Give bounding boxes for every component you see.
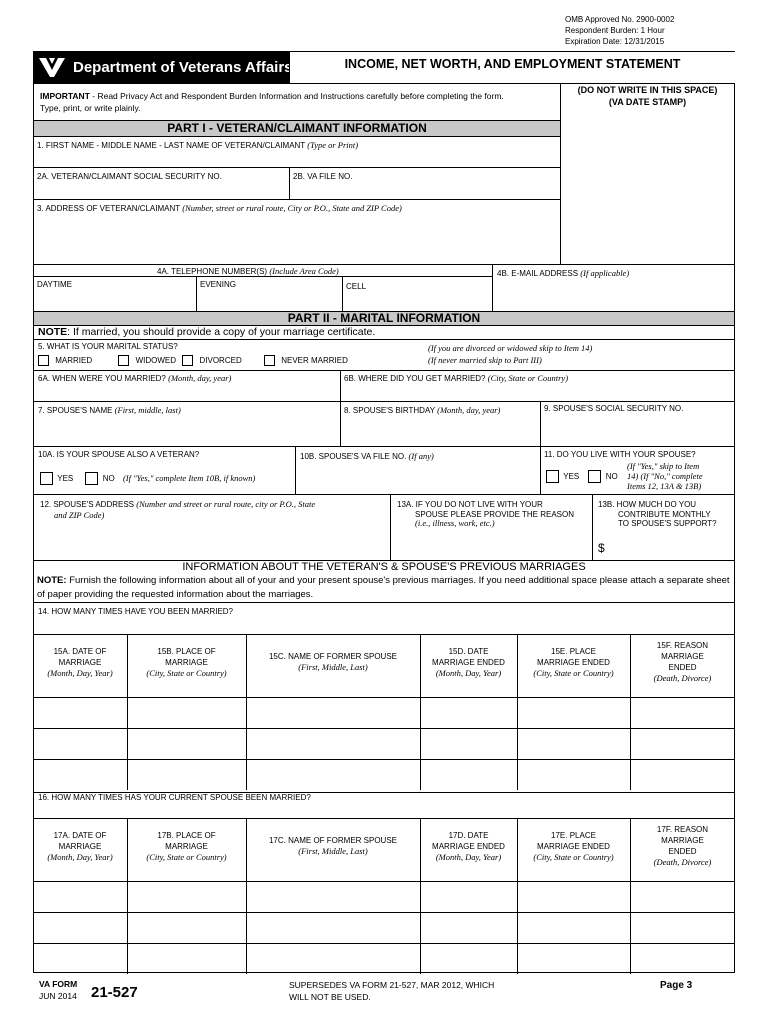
omb-burden: Respondent Burden: 1 Hour xyxy=(565,26,665,35)
daytime-label: DAYTIME xyxy=(37,280,72,289)
field14-label: 14. HOW MANY TIMES HAVE YOU BEEN MARRIED? xyxy=(38,607,234,616)
table-cell-input[interactable] xyxy=(632,916,737,941)
widowed-label: WIDOWED xyxy=(135,355,177,365)
page-number: Page 3 xyxy=(660,980,693,991)
field9-label: 9. SPOUSE'S SOCIAL SECURITY NO. xyxy=(544,404,684,413)
column-header: 15D. DATE MARRIAGE ENDED (Month, Day, Year) xyxy=(432,647,505,678)
spouse-veteran-no-checkbox[interactable] xyxy=(85,472,98,485)
supersedes-note: SUPERSEDES VA FORM 21-527, MAR 2012, WHICH WILL NOT BE USED. xyxy=(289,980,495,1002)
field4a-label: 4A. TELEPHONE NUMBER(S) (Include Area Code) xyxy=(157,266,339,276)
form-title: INCOME, NET WORTH, AND EMPLOYMENT STATEMENT xyxy=(344,57,681,71)
column-header: 17F. REASON MARRIAGE ENDED (Death, Divorce) xyxy=(653,825,712,867)
table-cell-input[interactable] xyxy=(422,732,519,757)
table-cell-input[interactable] xyxy=(35,885,129,910)
married-checkbox[interactable] xyxy=(38,355,49,366)
field11-label: 11. DO YOU LIVE WITH YOUR SPOUSE? xyxy=(544,450,696,459)
daytime-phone-input[interactable] xyxy=(36,293,196,309)
table-cell-input[interactable] xyxy=(129,916,248,941)
important-bold: IMPORTANT xyxy=(40,91,90,101)
table-cell-input[interactable] xyxy=(35,732,129,757)
previous-marriages-note: NOTE: Furnish the following information about all of your and your present spouse's previous marriages. If you need additional space please attach a separate sheet of paper providing the requested information about the marriages. xyxy=(37,575,730,600)
column-header: 17B. PLACE OF MARRIAGE (City, State or Country) xyxy=(146,831,227,862)
part2-header: PART II - MARITAL INFORMATION xyxy=(33,311,735,326)
table-cell-input[interactable] xyxy=(519,732,632,757)
important-notice xyxy=(40,90,520,114)
evening-phone-input[interactable] xyxy=(199,293,343,309)
table-cell-input[interactable] xyxy=(248,885,422,910)
table-cell-input[interactable] xyxy=(129,947,248,972)
field10a-options xyxy=(40,472,255,485)
spouse-veteran-yes-checkbox[interactable] xyxy=(40,472,53,485)
field11-options xyxy=(546,470,618,483)
field11-hint: (If "Yes," skip to Item 14) (If "No," complete Items 12, 13A & 13B) xyxy=(627,461,703,491)
veteran-name-input[interactable] xyxy=(36,152,560,168)
column-header: 15E. PLACE MARRIAGE ENDED (City, State or Country) xyxy=(533,647,614,678)
field10a-label: 10A. IS YOUR SPOUSE ALSO A VETERAN? xyxy=(38,450,200,459)
omb-info xyxy=(565,14,674,47)
va-file-no-input[interactable] xyxy=(292,183,560,199)
married-label: MARRIED xyxy=(55,355,93,365)
table-cell-input[interactable] xyxy=(35,947,129,972)
live-with-spouse-no-checkbox[interactable] xyxy=(588,470,601,483)
cell-label: CELL xyxy=(346,282,367,291)
table-cell-input[interactable] xyxy=(519,763,632,788)
no-label: NO xyxy=(102,473,115,483)
dollar-sign: $ xyxy=(598,541,605,555)
part2-note: NOTE: If married, you should provide a copy of your marriage certificate. xyxy=(38,326,376,338)
va-logo-bar xyxy=(33,51,293,83)
yes-label: YES xyxy=(563,471,580,481)
table-cell-input[interactable] xyxy=(632,763,737,788)
table-cell-input[interactable] xyxy=(519,916,632,941)
previous-marriages-header: INFORMATION ABOUT THE VETERAN'S & SPOUSE'S PREVIOUS MARRIAGES xyxy=(182,561,586,573)
table-cell-input[interactable] xyxy=(248,947,422,972)
cell-phone-input[interactable] xyxy=(345,293,493,309)
table-cell-input[interactable] xyxy=(422,947,519,972)
table-cell-input[interactable] xyxy=(35,701,129,726)
omb-approved: OMB Approved No. 2900-0002 xyxy=(565,15,675,24)
table-cell-input[interactable] xyxy=(422,763,519,788)
part1-header: PART I - VETERAN/CLAIMANT INFORMATION xyxy=(33,120,561,137)
field10a-hint: (If "Yes," complete Item 10B, if known) xyxy=(122,472,256,483)
address-input[interactable] xyxy=(36,216,560,266)
column-header: 17D. DATE MARRIAGE ENDED (Month, Day, Year) xyxy=(432,831,505,862)
footer-form-info xyxy=(39,978,77,1002)
no-label: NO xyxy=(605,471,618,481)
ssn-input[interactable] xyxy=(36,183,290,199)
table-cell-input[interactable] xyxy=(632,732,737,757)
column-header: 15C. NAME OF FORMER SPOUSE (First, Middle, Last) xyxy=(268,652,398,672)
field8-label: 8. SPOUSE'S BIRTHDAY (Month, day, year) xyxy=(344,405,501,415)
field2b-label: 2B. VA FILE NO. xyxy=(293,172,353,181)
table-cell-input[interactable] xyxy=(632,885,737,910)
va-form-label: VA FORM xyxy=(39,979,78,989)
va-date-stamp-area: (DO NOT WRITE IN THIS SPACE) (VA DATE STAMP) xyxy=(577,85,718,107)
evening-label: EVENING xyxy=(200,280,237,289)
table-cell-input[interactable] xyxy=(632,947,737,972)
table-cell-input[interactable] xyxy=(129,732,248,757)
table-cell-input[interactable] xyxy=(632,701,737,726)
form-number: 21-527 xyxy=(91,984,138,1001)
title-box xyxy=(289,51,735,83)
important-text: - Read Privacy Act and Respondent Burden Information and Instructions carefully before completing the form. Type, print, or write plainly. xyxy=(40,91,504,113)
table-cell-input[interactable] xyxy=(35,763,129,788)
field4b-label: 4B. E-MAIL ADDRESS (If applicable) xyxy=(497,268,630,278)
never-married-label: NEVER MARRIED xyxy=(281,355,348,365)
field2a-label: 2A. VETERAN/CLAIMANT SOCIAL SECURITY NO. xyxy=(37,172,222,181)
field10b-label: 10B. SPOUSE'S VA FILE NO. (If any) xyxy=(300,451,434,461)
table-cell-input[interactable] xyxy=(248,732,422,757)
field7-label: 7. SPOUSE'S NAME (First, middle, last) xyxy=(38,405,181,415)
table-cell-input[interactable] xyxy=(129,701,248,726)
marital-status-options xyxy=(38,355,348,366)
va-seal-icon xyxy=(37,54,67,80)
department-name: Department of Veterans Affairs xyxy=(73,59,293,76)
column-header: 17C. NAME OF FORMER SPOUSE (First, Middle, Last) xyxy=(268,836,398,856)
table-cell-input[interactable] xyxy=(129,885,248,910)
omb-expiration: Expiration Date: 12/31/2015 xyxy=(565,37,665,46)
column-header: 17E. PLACE MARRIAGE ENDED (City, State or Country) xyxy=(533,831,614,862)
table-cell-input[interactable] xyxy=(248,916,422,941)
table-cell-input[interactable] xyxy=(248,701,422,726)
field6a-label: 6A. WHEN WERE YOU MARRIED? (Month, day, year) xyxy=(38,373,232,383)
field3-label: 3. ADDRESS OF VETERAN/CLAIMANT (Number, street or rural route, City or P.O., State and ZIP Code) xyxy=(37,203,402,213)
table-cell-input[interactable] xyxy=(35,916,129,941)
table-cell-input[interactable] xyxy=(248,763,422,788)
table-cell-input[interactable] xyxy=(519,701,632,726)
field6b-label: 6B. WHERE DID YOU GET MARRIED? (City, State or Country) xyxy=(344,373,569,383)
live-with-spouse-yes-checkbox[interactable] xyxy=(546,470,559,483)
field12-label: 12. SPOUSE'S ADDRESS (Number and street or rural route, city or P.O., State and ZIP Code) xyxy=(40,499,316,520)
table-cell-input[interactable] xyxy=(519,885,632,910)
table-cell-input[interactable] xyxy=(519,947,632,972)
field1-label: 1. FIRST NAME - MIDDLE NAME - LAST NAME OF VETERAN/CLAIMANT (Type or Print) xyxy=(37,140,359,150)
email-input[interactable] xyxy=(495,282,735,308)
never-married-checkbox[interactable] xyxy=(264,355,275,366)
field5-label: 5. WHAT IS YOUR MARITAL STATUS? xyxy=(38,342,178,351)
divorced-label: DIVORCED xyxy=(199,355,242,365)
widowed-checkbox[interactable] xyxy=(118,355,129,366)
table-cell-input[interactable] xyxy=(422,916,519,941)
column-header: 15A. DATE OF MARRIAGE (Month, Day, Year) xyxy=(47,647,113,678)
column-header: 15B. PLACE OF MARRIAGE (City, State or Country) xyxy=(146,647,227,678)
field13b-label: 13B. HOW MUCH DO YOU CONTRIBUTE MONTHLY TO SPOUSE'S SUPPORT? xyxy=(598,500,717,528)
column-header: 15F. REASON MARRIAGE ENDED (Death, Divorce) xyxy=(653,641,712,683)
form-date: JUN 2014 xyxy=(39,991,77,1001)
column-header: 17A. DATE OF MARRIAGE (Month, Day, Year) xyxy=(47,831,113,862)
yes-label: YES xyxy=(57,473,74,483)
table-cell-input[interactable] xyxy=(129,763,248,788)
field13a-label: 13A. IF YOU DO NOT LIVE WITH YOUR SPOUSE PLEASE PROVIDE THE REASON (i.e., illness, work, etc.) xyxy=(397,500,575,528)
field16-label: 16. HOW MANY TIMES HAS YOUR CURRENT SPOUSE BEEN MARRIED? xyxy=(38,793,311,802)
field5-hint: (If you are divorced or widowed skip to Item 14) (If never married skip to Part III) xyxy=(428,343,593,365)
table-cell-input[interactable] xyxy=(422,701,519,726)
divorced-checkbox[interactable] xyxy=(182,355,193,366)
table-cell-input[interactable] xyxy=(422,885,519,910)
